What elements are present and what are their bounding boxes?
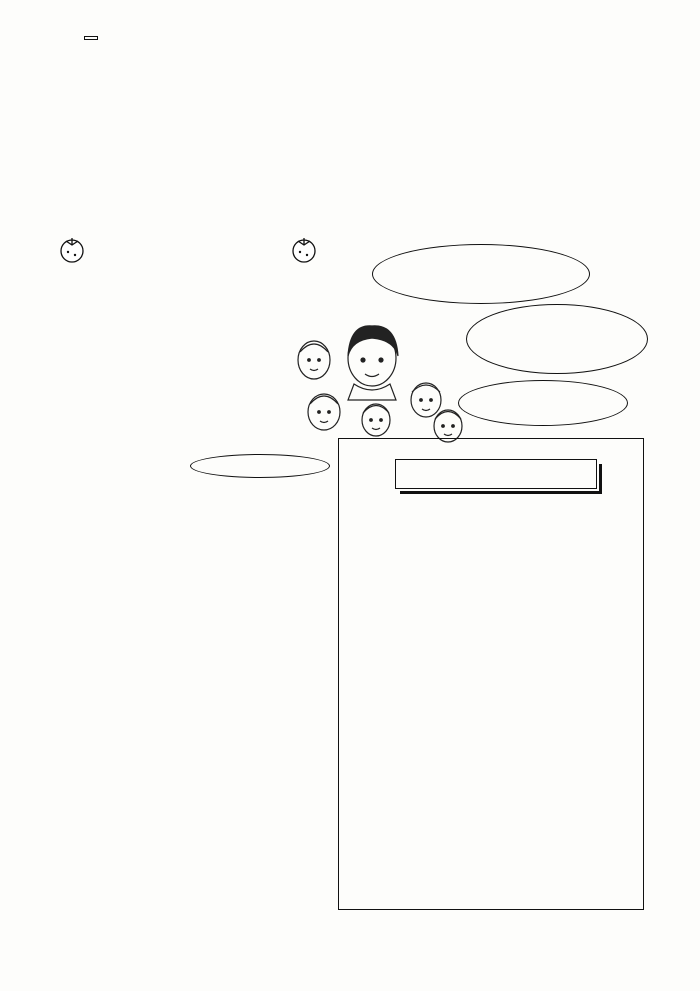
border-top: [28, 216, 688, 229]
speech-bubble-vote: [372, 244, 590, 304]
support-box: [338, 438, 644, 910]
border-bottom: [28, 966, 688, 979]
tomato-icon-right: [288, 234, 320, 264]
tomato-icon-left: [56, 234, 88, 264]
border-left: [30, 228, 44, 968]
speech-bubble-prize: [466, 304, 648, 374]
speech-bubble-event: [458, 380, 628, 426]
border-right: [654, 228, 668, 968]
speech-bubble-youth: [190, 454, 330, 478]
ganbare-banner: [395, 459, 597, 489]
history-title: [84, 36, 98, 40]
people-illustration: [280, 300, 470, 448]
